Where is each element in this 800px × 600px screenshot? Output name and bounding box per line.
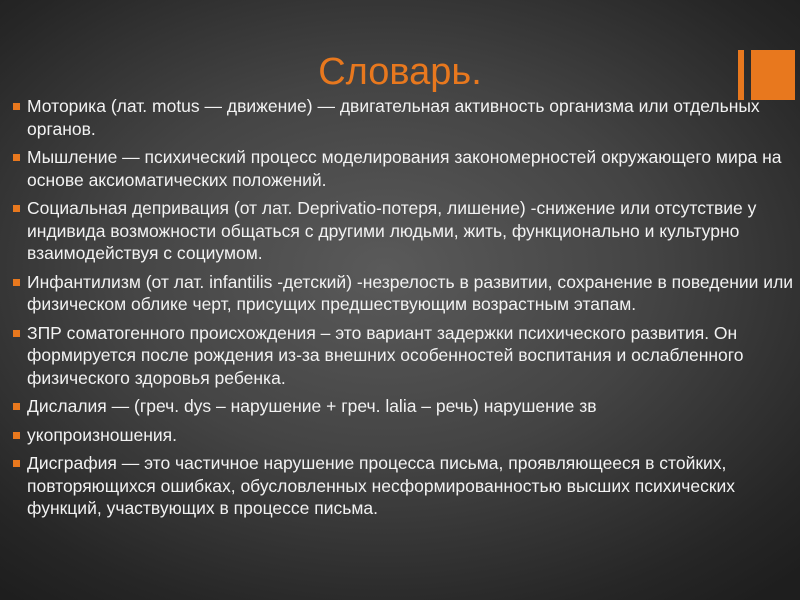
list-item-text: Дислалия — (греч. dys – нарушение + греч. lalia – речь) нарушение зв	[27, 396, 597, 416]
bullet-square-icon	[13, 460, 20, 467]
decorative-bar-thick	[751, 50, 795, 100]
list-item-text: Социальная депривация (от лат. Deprivatio-потеря, лишение) -снижение или отсутствие у индивида возможности общаться с другими людьми, жить, функционально и культурно взаимодействуя с социумом.	[27, 198, 757, 263]
list-item	[12, 146, 796, 191]
bullet-square-icon	[13, 103, 20, 110]
list-item-text: Мышление — психический процесс моделирования закономерностей окружающего мира на основе аксиоматических положений.	[27, 147, 782, 190]
bullet-square-icon	[13, 403, 20, 410]
list-item-text: Дисграфия — это частичное нарушение процесса письма, проявляющееся в стойких, повторяющихся ошибках, обусловленных несформированностью высших психических функций, участвующих в процессе письма.	[27, 453, 736, 518]
list-item-text: Моторика (лат. motus — движение) — двигательная активность организма или отдельных органов.	[27, 96, 760, 139]
bullet-square-icon	[13, 432, 20, 439]
list-item	[12, 452, 796, 520]
list-item	[12, 197, 796, 265]
list-item-text: укопроизношения.	[27, 424, 178, 445]
bullet-square-icon	[13, 330, 20, 337]
bullet-square-icon	[13, 154, 20, 161]
bullet-list	[12, 95, 796, 526]
bullet-square-icon	[13, 205, 20, 212]
list-item	[12, 424, 796, 447]
list-item	[12, 95, 796, 140]
list-item-text: Инфантилизм (от лат. infantilis -детский) -незрелость в развитии, сохранение в поведении или физическом облике черт, присущих предшествующим возрастным этапам.	[27, 271, 794, 314]
list-item	[12, 395, 796, 418]
list-item	[12, 271, 796, 316]
list-item-text: ЗПР соматогенного происхождения – это вариант задержки психического развития. Он формируется после рождения из-за внешних особенностей воспитания и ослабленного физического здоровья ребенка.	[27, 322, 744, 388]
list-item	[12, 322, 796, 390]
bullet-square-icon	[13, 279, 20, 286]
slide-title: Словарь.	[318, 51, 482, 93]
decorative-bar-thin	[738, 50, 744, 100]
